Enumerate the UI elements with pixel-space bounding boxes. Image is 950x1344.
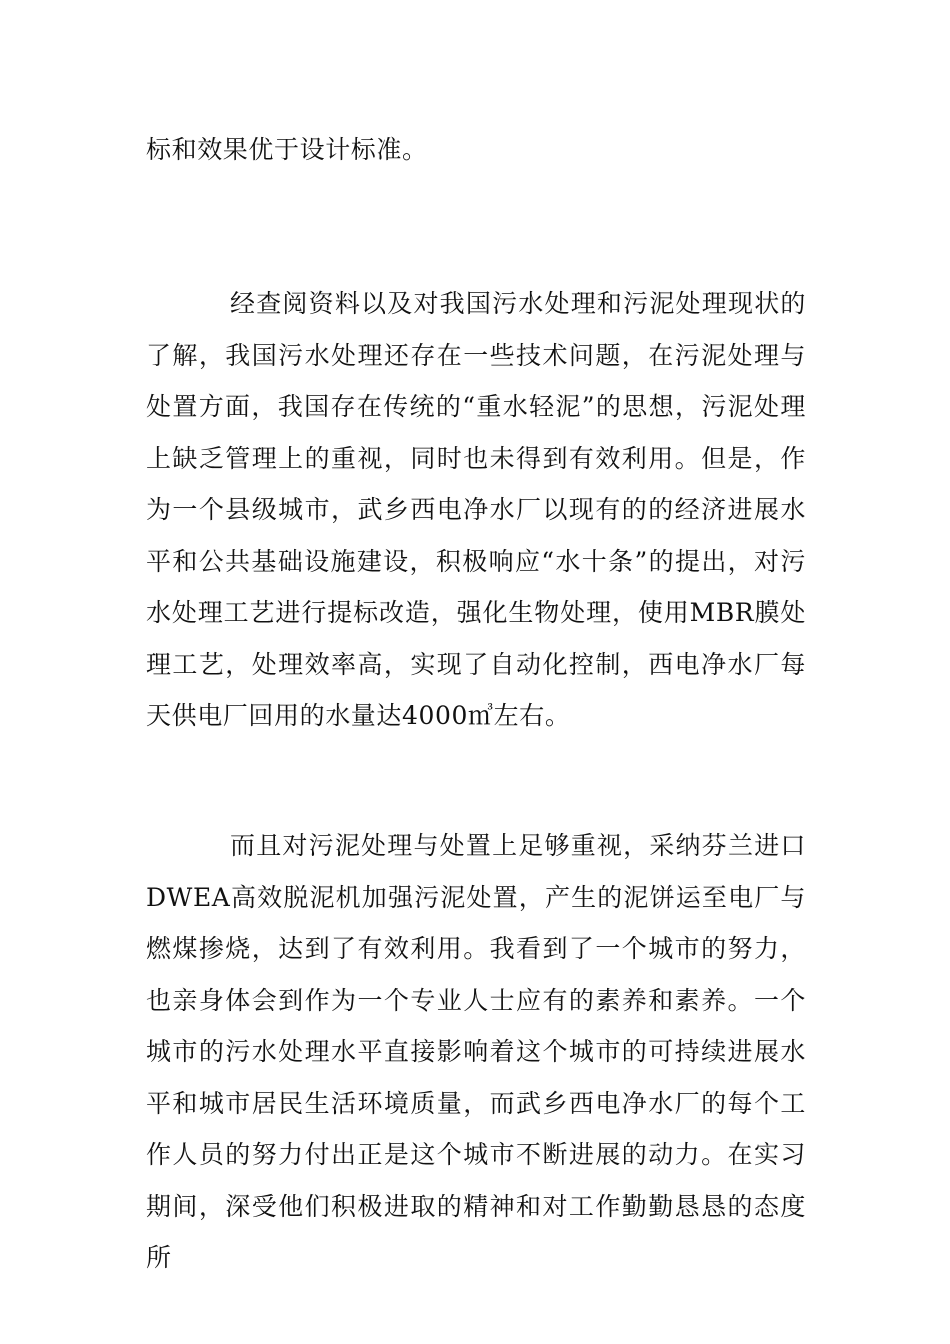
paragraph-continuation: 标和效果优于设计标准。 — [146, 135, 428, 164]
paragraph-sewage-treatment-status: 经查阅资料以及对我国污水处理和污泥处理现状的了解，我国污水处理还存在一些技术问题，在污泥处理与处置方面，我国存在传统的“重水轻泥”的思想，污泥处理上缺乏管理上的重视，同时也未得到有效利用。但是，作为一个县级城市，武乡西电净水厂以现有的的经济进展水平和公共基础设施建设，积极响应“水十条”的提出，对污水处理工艺进行提标改造，强化生物处理，使用MBR膜处理工艺，处理效率高，实现了自动化控制，西电净水厂每天供电厂回用的水量达4000㎥左右。 — [146, 289, 806, 730]
paragraph-sludge-treatment: 而且对污泥处理与处置上足够重视，采纳芬兰进口DWEA高效脱泥机加强污泥处置，产生的泥饼运至电厂与燃煤掺烧，达到了有效利用。我看到了一个城市的努力，也亲身体会到作为一个专业人士应有的素养和素养。一个城市的污水处理水平直接影响着这个城市的可持续进展水平和城市居民生活环境质量，而武乡西电净水厂的每个工作人员的努力付出正是这个城市不断进展的动力。在实习期间，深受他们积极进取的精神和对工作勤勤恳恳的态度所 — [146, 831, 806, 1272]
